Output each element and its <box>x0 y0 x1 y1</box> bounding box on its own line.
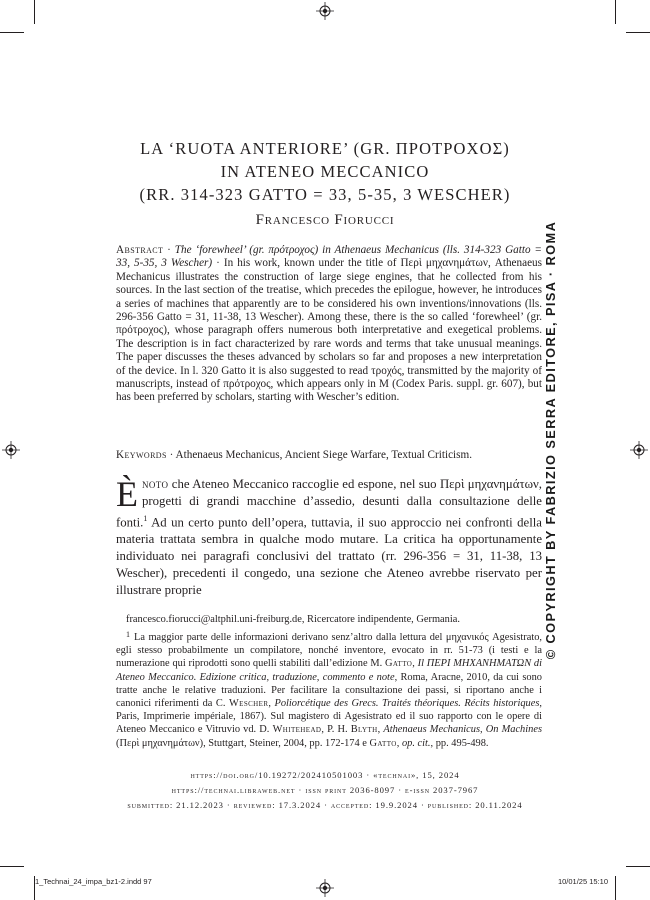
crop-mark <box>615 0 616 24</box>
author-email-affiliation: francesco.fiorucci@altphil.uni-freiburg.de, Ricercatore indipendente, Germania. <box>126 614 460 625</box>
crop-mark <box>615 876 616 900</box>
footnote-author: Whitehead <box>272 724 322 736</box>
crop-mark <box>626 32 650 33</box>
footnote-title: Il ΠΕΡΙ ΜΗΧΑΝΗΜΑΤΩΝ di Ateneo Meccanico. Edizione critica, traduzione, commento e note <box>116 658 542 683</box>
footnote-author: Gatto <box>384 658 413 670</box>
footnote-reference[interactable]: 1 <box>143 514 148 523</box>
footnote-greek: Περὶ μηχανημάτων <box>119 737 200 749</box>
body-text: Ad un certo punto dell’opera, tuttavia, il suo approccio nei confronti della materia trattata sembra in qualche modo mutare. La critica ha opportunamente individuato nei paragrafi conclusivi del trattato (rr. 296-356 = 31, 11-38, 13 Wescher), precedenti il congedo, una sezione che Ateneo avrebbe riservato per illustrare proprie <box>116 515 542 598</box>
footnote-author: Gatto <box>369 737 397 749</box>
doi-line[interactable]: https://doi.org/10.19272/202410501003 · «technai», 15, 2024 <box>190 770 460 780</box>
registration-mark-icon <box>316 2 334 20</box>
footnote-author: Wescher <box>228 698 269 710</box>
article-title-line-2: IN ATENEO MECCANICO <box>220 162 430 181</box>
keywords <box>116 449 542 462</box>
footnote-number: 1 <box>126 630 130 639</box>
footnote-text: ( <box>116 737 120 749</box>
footnote-title: Poliorcétique des Grecs. Traités théoriques. Récits historiques <box>274 698 540 710</box>
abstract: Abstract · The ‘forewheel’ (gr. πρότροχος) in Athenaeus Mechanicus (lls. 314-323 Gatto = 33, 5-35, 3 Wescher) · In his work, known under the title of Περὶ μηχανημάτων, Athenaeus Mechanicus illustrates the construction of large siege engines, that he collected from his sources. In the last section of the treatise, which precedes the epilogue, however, he introduces a series of machines that apparently are to be considered his own inventions/innovations (lls. 296-356 Gatto = 31, 11-38, 13 Wescher). Among these, there is the so called ‘forewheel’ (gr. πρότροχος), whose paragraph offers numerous both interpretative and exegetical problems. The description is in fact characterized by rare words and terms that take unusual meanings. The paper discusses the theses advanced by scholars so far and proposes a new interpretation of the device. In l. 320 Gatto it is also suggested to read τροχός, transmitted by the majority of manuscripts, instead of πρότροχος, which appears only in M (Codex Paris. suppl. gr. 607), but has been preferred by scholars, starting with Wescher’s edition. <box>116 244 542 404</box>
footnote-text: , P. H. <box>321 724 351 736</box>
footnote-text: , <box>396 737 402 749</box>
crop-mark <box>0 866 24 867</box>
body-text: che Ateneo Meccanico raccoglie ed espone, nel suo <box>168 477 440 491</box>
footnote-title: op. cit. <box>401 737 431 749</box>
crop-mark <box>0 32 24 33</box>
footnote-text: , Paris, Imprimerie impériale, 1867). Sul magistero di Agesistrato ed il suo rapporto con le opere di Ateneo Meccanico e Vitruvio vd. D. <box>116 698 542 736</box>
lead-word: noto <box>142 477 169 491</box>
footnote-1 <box>116 631 542 750</box>
registration-mark-icon <box>630 441 648 459</box>
author-name: Francesco Fiorucci <box>255 212 395 228</box>
registration-mark-icon <box>316 879 334 897</box>
registration-mark-icon <box>2 441 20 459</box>
body-greek-title: Περὶ μηχανημάτων <box>439 477 539 491</box>
drop-cap: È <box>116 474 138 514</box>
keywords-text: · Athenaeus Mechanicus, Ancient Siege Warfare, Textual Criticism. <box>166 449 472 461</box>
body-paragraph <box>116 476 542 599</box>
submission-dates-line: submitted: 21.12.2023 · reviewed: 17.3.2024 · accepted: 19.9.2024 · published: 20.11.2024 <box>127 800 523 810</box>
crop-mark <box>34 0 35 24</box>
footnote-text: La maggior parte delle informazioni derivano senz’altro dalla lettura del <box>134 632 446 643</box>
journal-url-issn-line[interactable]: https://technai.libraweb.net · issn print 2036-8097 · e-issn 2037-7967 <box>171 785 479 795</box>
footnote-text: Agesistrato, egli stesso probabilmente un compilatore, nonché inventore, evocato in rr. 51-73 (i testi e la numerazione qui riprodotti sono quelli stabiliti dall’edizione M. <box>116 632 542 670</box>
footnote-text: ), Stuttgart, Steiner, 2004, pp. 172-174 e <box>199 737 370 749</box>
footnote-author: Blyth <box>350 724 378 736</box>
footnote-text: , <box>377 724 384 736</box>
footnote-title: Athenaeus Mechanicus, On Machines <box>383 724 542 736</box>
copyright-notice: © COPYRIGHT BY FABRIZIO SERRA EDITORE, PISA · ROMA <box>543 220 558 660</box>
keywords-label: Keywords <box>116 449 167 461</box>
print-slug-filename: 1_Technai_24_impa_bz1-2.indd 97 <box>35 877 152 886</box>
print-slug-datetime: 10/01/25 15:10 <box>557 877 608 886</box>
abstract-heading: The ‘forewheel’ (gr. πρότροχος) in Athenaeus Mechanicus (lls. 314-323 Gatto = 33, 5-35, 3 Wescher) <box>116 244 542 270</box>
footnote-greek: μηχανικός <box>445 632 489 643</box>
article-title-line-1: LA ‘RUOTA ANTERIORE’ (GR. ΠΡΟΤΡΟΧΟΣ) <box>140 139 510 158</box>
footnote-text: , <box>412 658 418 670</box>
abstract-label: Abstract <box>116 244 164 256</box>
footnote-text: , pp. 495-498. <box>430 737 489 749</box>
abstract-text: · In his work, known under the title of <box>212 257 401 270</box>
abstract-greek-title: Περὶ μηχανημάτων <box>400 257 488 270</box>
body-text: , progetti di grandi macchine d’assedio, desunti dalla consultazione delle fonti. <box>116 477 542 530</box>
footnote-text: , <box>268 698 275 710</box>
abstract-text: , Athenaeus Mechanicus illustrates the construction of large siege engines, that he collected from his sources. In the last section of the treatise, which precedes the epilogue, however, he introduces a series of machines that apparently are to be considered his own inventions/innovations (lls. 296-356 Gatto = 31, 11-38, 13 Wescher). Among these, there is the so called ‘forewheel’ (gr. πρότροχος), whose paragraph offers numerous both interpretative and exegetical problems. The description is in fact characterized by rare words and terms that take unusual meanings. The paper discusses the theses advanced by scholars so far and proposes a new interpretation of the device. In l. 320 Gatto it is also suggested to read τροχός, transmitted by the majority of manuscripts, instead of πρότροχος, which appears only in M (Codex Paris. suppl. gr. 607), but has been preferred by scholars, starting with Wescher’s edition. <box>116 257 542 404</box>
footnote-text: , Roma, Aracne, 2010, da cui sono tratte anche le relative traduzioni. Per facilitare la consultazione dei passi, si riportano anche i canonici riferimenti da C. <box>116 671 542 710</box>
article-title-line-3: (RR. 314-323 GATTO = 33, 5-35, 3 WESCHER) <box>139 185 511 204</box>
crop-mark <box>626 866 650 867</box>
